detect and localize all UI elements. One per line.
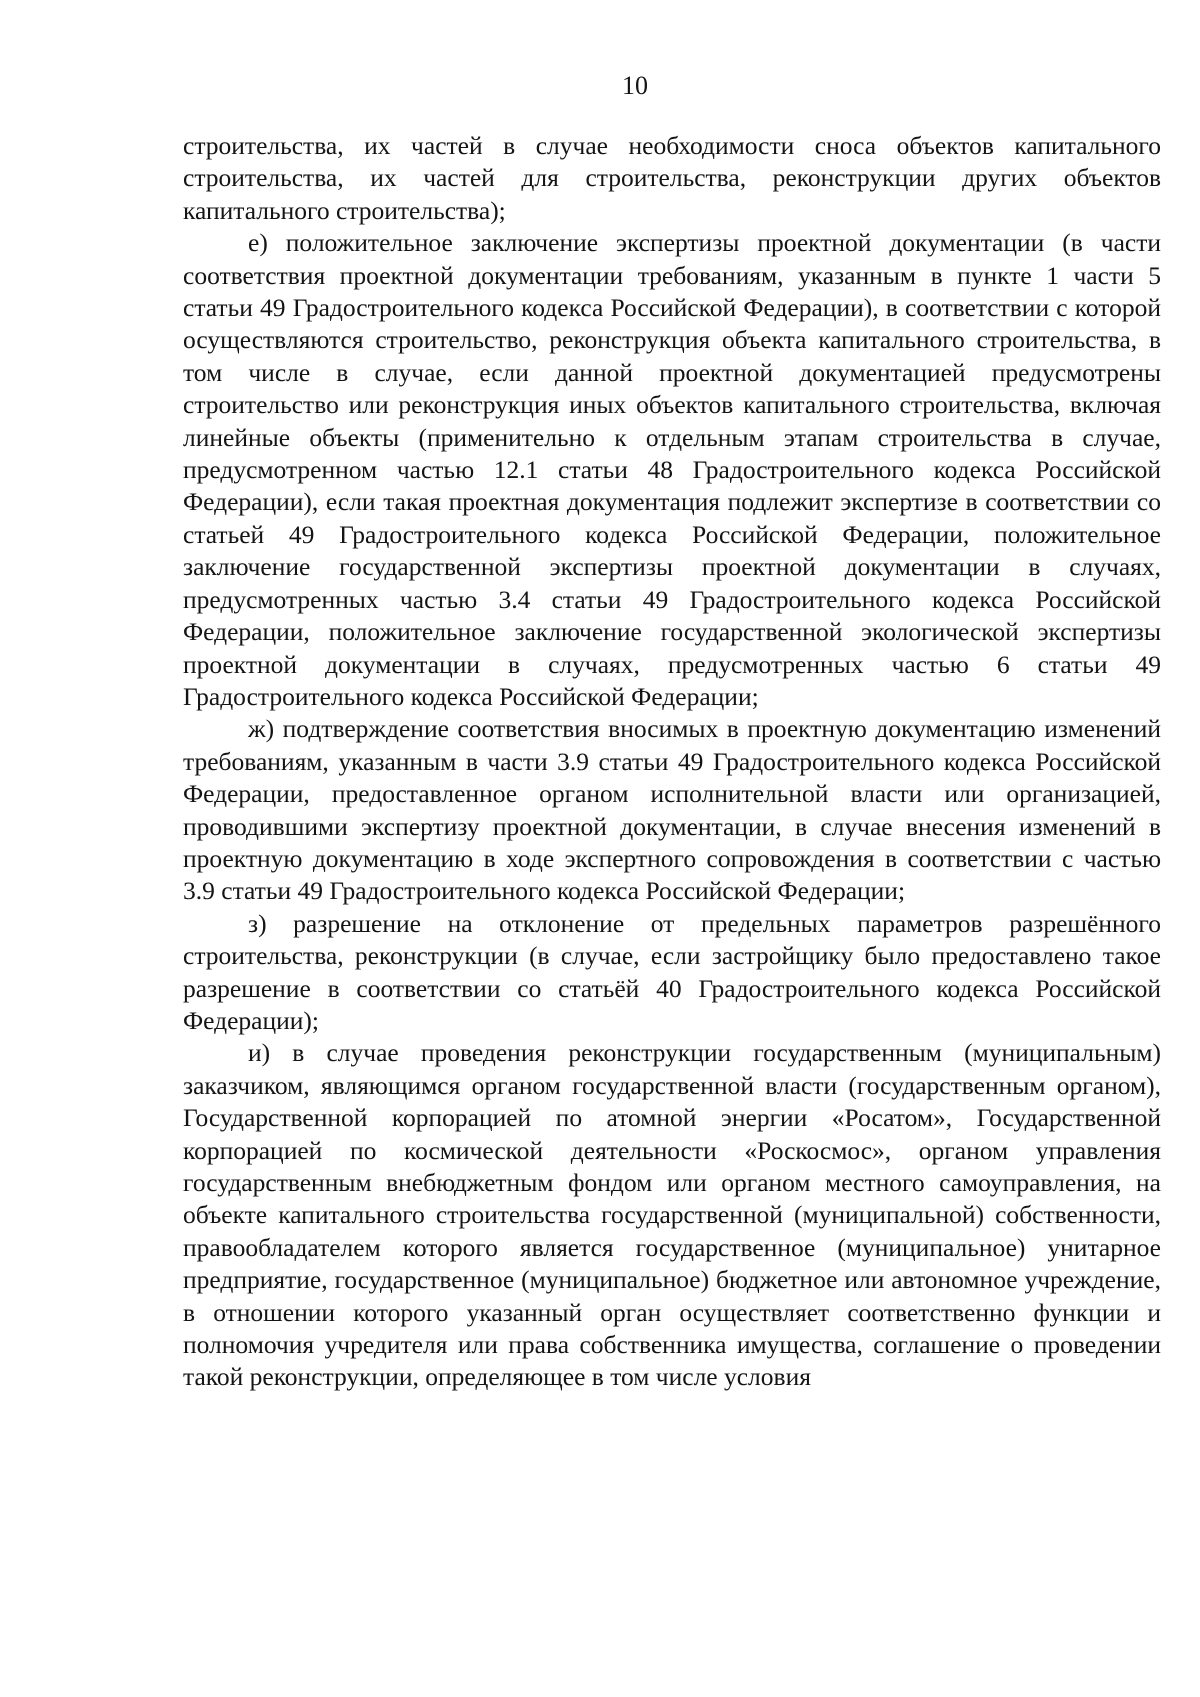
document-body — [183, 130, 1161, 1394]
paragraph-item-i: и) в случае проведения реконструкции государственным (муниципальным) заказчиком, являющимся органом государственной власти (государственным органом), Государственной корпорацией по атомной энергии «Росатом», Государственной корпорацией по космической деятельности «Роскосмос», органом управления государственным внебюджетным фондом или органом местного самоуправления, на объекте капитального строительства государственной (муниципальной) собственности, правообладателем которого является государственное (муниципальное) унитарное предприятие, государственное (муниципальное) бюджетное или автономное учреждение, в отношении которого указанный орган осуществляет соответственно функции и полномочия учредителя или права собственника имущества, соглашение о проведении такой реконструкции, определяющее в том числе условия — [183, 1038, 1161, 1392]
page-number: 10 — [622, 71, 648, 100]
paragraph-item-e: е) положительное заключение экспертизы проектной документации (в части соответствия проектной документации требованиям, указанным в пункте 1 части 5 статьи 49 Градостроительного кодекса Российской Федерации), в соответствии с которой осуществляются строительство, реконструкция объекта капитального строительства, в том числе в случае, если данной проектной документацией предусмотрены строительство или реконструкция иных объектов капитального строительства, включая линейные объекты (применительно к отдельным этапам строительства в случае, предусмотренном частью 12.1 статьи 48 Градостроительного кодекса Российской Федерации), если такая проектная документация подлежит экспертизе в соответствии со статьей 49 Градостроительного кодекса Российской Федерации, положительное заключение государственной экспертизы проектной документации в случаях, предусмотренных частью 3.4 статьи 49 Градостроительного кодекса Российской Федерации, положительное заключение государственной экологической экспертизы проектной документации в случаях, предусмотренных частью 6 статьи 49 Градостроительного кодекса Российской Федерации; — [183, 228, 1161, 711]
paragraph-item-z: з) разрешение на отклонение от предельных параметров разрешённого строительства, реконструкции (в случае, если застройщику было предоставлено такое разрешение в соответствии со статьёй 40 Градостроительного кодекса Российской Федерации); — [183, 908, 1161, 1035]
paragraph-continuation: строительства, их частей в случае необходимости сноса объектов капитального строительства, их частей для строительства, реконструкции других объектов капитального строительства); — [183, 131, 1161, 225]
paragraph-item-zh: ж) подтверждение соответствия вносимых в проектную документацию изменений требованиям, указанным в части 3.9 статьи 49 Градостроительного кодекса Российской Федерации, предоставленное органом исполнительной власти или организацией, проводившими экспертизу проектной документации, в случае внесения изменений в проектную документацию в ходе экспертного сопровождения в соответствии с частью 3.9 статьи 49 Градостроительного кодекса Российской Федерации; — [183, 714, 1161, 906]
